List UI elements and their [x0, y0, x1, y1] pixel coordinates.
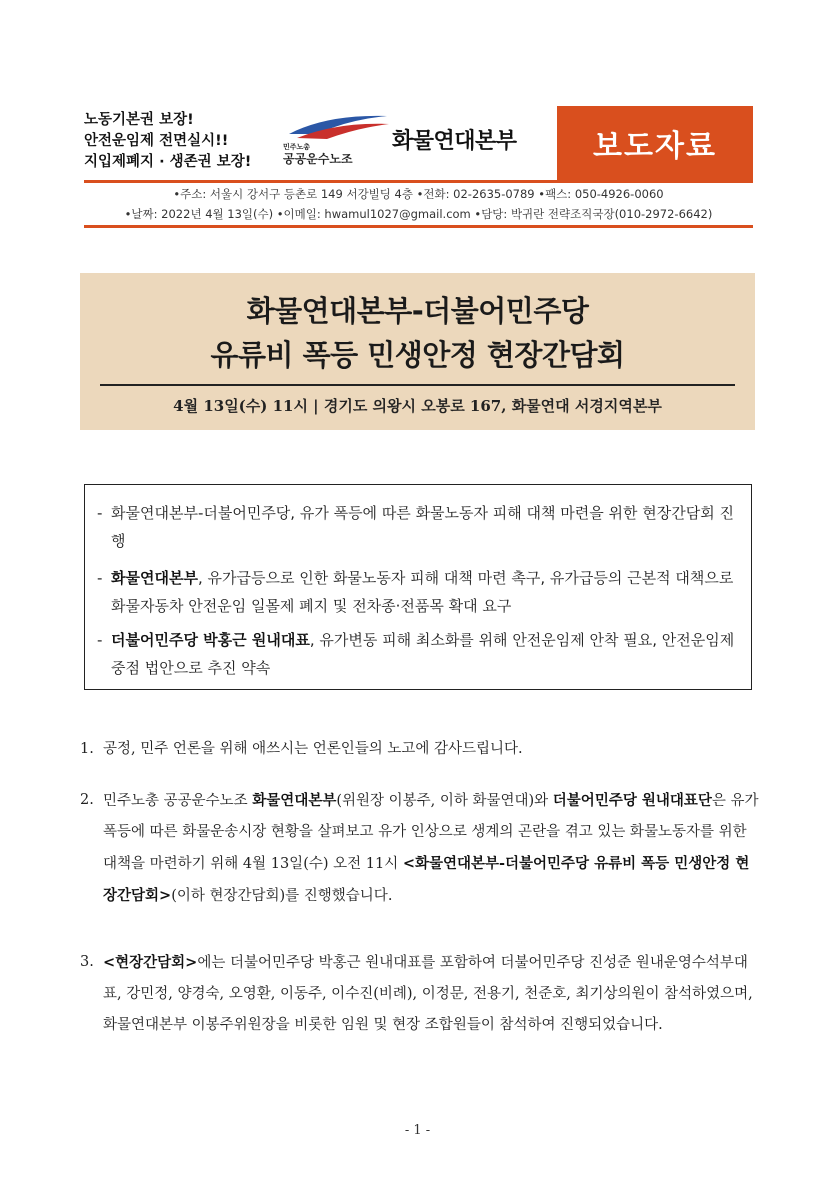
summary-text [111, 626, 747, 682]
org-name: 화물연대본부 [392, 129, 517, 154]
contact-info-line-1: •주소: 서울시 강서구 등촌로 149 서강빌딩 4층 •전화: 02-2635-0789 •팩스: 050-4926-0060 [173, 187, 664, 201]
summary-item [97, 626, 747, 682]
summary-item [97, 499, 747, 555]
union-logo-icon [287, 112, 392, 142]
header-divider-top [84, 180, 753, 183]
union-logo [283, 112, 403, 170]
logo-text: 공공운수노조 [283, 152, 353, 166]
title-box [80, 273, 755, 430]
slogan-2: 안전운임제 전면실시!! [84, 133, 229, 149]
slogans [84, 110, 284, 173]
title-divider [100, 384, 735, 386]
text-run: 에는 더불어민주당 박홍근 원내대표를 포함하여 더불어민주당 진성준 원내운영수석부대표, 강민정, 양경숙, 오영환, 이동주, 이수진(비례), 이정문, 전용기, 천준호, 최기상의원이 참석하였으며, 화물연대본부 이봉주위원장을 비롯한 임원 및 현장 조합원들이 참석하여 진행되었습니다. [103, 955, 753, 1033]
page-number: - 1 - [404, 1123, 431, 1138]
bold-run: <화물연대본부-더불어민주당 유류비 폭등 민생안정 현장간담회> [103, 855, 750, 904]
event-details: 4월 13일(수) 11시 | 경기도 의왕시 오봉로 167, 화물연대 서경지역본부 [173, 397, 662, 415]
bold-run: <현장간담회> [103, 954, 198, 971]
paragraph-text [103, 947, 760, 1041]
summary-item [97, 564, 747, 620]
text-run: (이하 현장간담회)를 진행했습니다. [171, 888, 393, 904]
bold-run: 더불어민주당 원내대표단 [552, 792, 712, 809]
paragraph-1 [80, 734, 760, 765]
summary-body: , 유가변동 피해 최소화를 위해 안전운임제 안착 필요, 안전운임제 중점 법안으로 추진 약속 [111, 631, 735, 677]
bold-run: 화물연대본부 [252, 792, 337, 809]
summary-text [111, 564, 747, 620]
paragraph-text: 공정, 민주 언론을 위해 애쓰시는 언론인들의 노고에 감사드립니다. [103, 741, 523, 757]
bullet-dash: - [97, 569, 103, 587]
slogan-3: 지입제폐지 · 생존권 보장! [84, 154, 252, 170]
paragraph-2 [80, 785, 760, 912]
summary-body: 화물연대본부-더불어민주당, 유가 폭등에 따른 화물노동자 피해 대책 마련을 위한 현장간담회 진행 [111, 504, 734, 550]
title-line-1: 화물연대본부-더불어민주당 [246, 294, 589, 328]
contact-info-line-2: •날짜: 2022년 4월 13일(수) •이메일: hwamul1027@gmail.com •담당: 박귀란 전략조직국장(010-2972-6642) [124, 207, 713, 221]
paragraph-number: 3. [80, 954, 94, 970]
text-run: (위원장 이봉주, 이하 화물연대)와 [336, 793, 553, 809]
paragraph-3 [80, 947, 760, 1041]
press-release-label: 보도자료 [557, 106, 753, 180]
summary-body: , 유가급등으로 인한 화물노동자 피해 대책 마련 촉구, 유가급등의 근본적 대책으로 화물자동차 안전운임 일몰제 폐지 및 전차종·전품목 확대 요구 [111, 569, 734, 615]
slogan-1: 노동기본권 보장! [84, 112, 194, 128]
bullet-dash: - [97, 504, 103, 522]
paragraph-text [103, 785, 760, 912]
paragraph-number: 1. [80, 741, 94, 757]
summary-bold: 더불어민주당 박홍근 원내대표 [111, 631, 310, 649]
summary-bold: 화물연대본부 [111, 569, 198, 587]
logo-subtext: 민주노총 [283, 143, 311, 151]
summary-text [111, 499, 747, 555]
summary-box [84, 484, 752, 690]
text-run: 민주노총 공공운수노조 [103, 793, 253, 809]
text-run: 은 유가 폭등에 따른 화물운송시장 현황을 살펴보고 유가 인상으로 생계의 곤란을 겪고 있는 화물노동자를 위한 대책을 마련하기 위해 4월 13일(수) 오전 11시 [103, 793, 759, 872]
paragraph-number: 2. [80, 792, 94, 808]
title-line-2: 유류비 폭등 민생안정 현장간담회 [210, 338, 625, 372]
header-divider-bottom [84, 225, 753, 228]
bullet-dash: - [97, 631, 103, 649]
